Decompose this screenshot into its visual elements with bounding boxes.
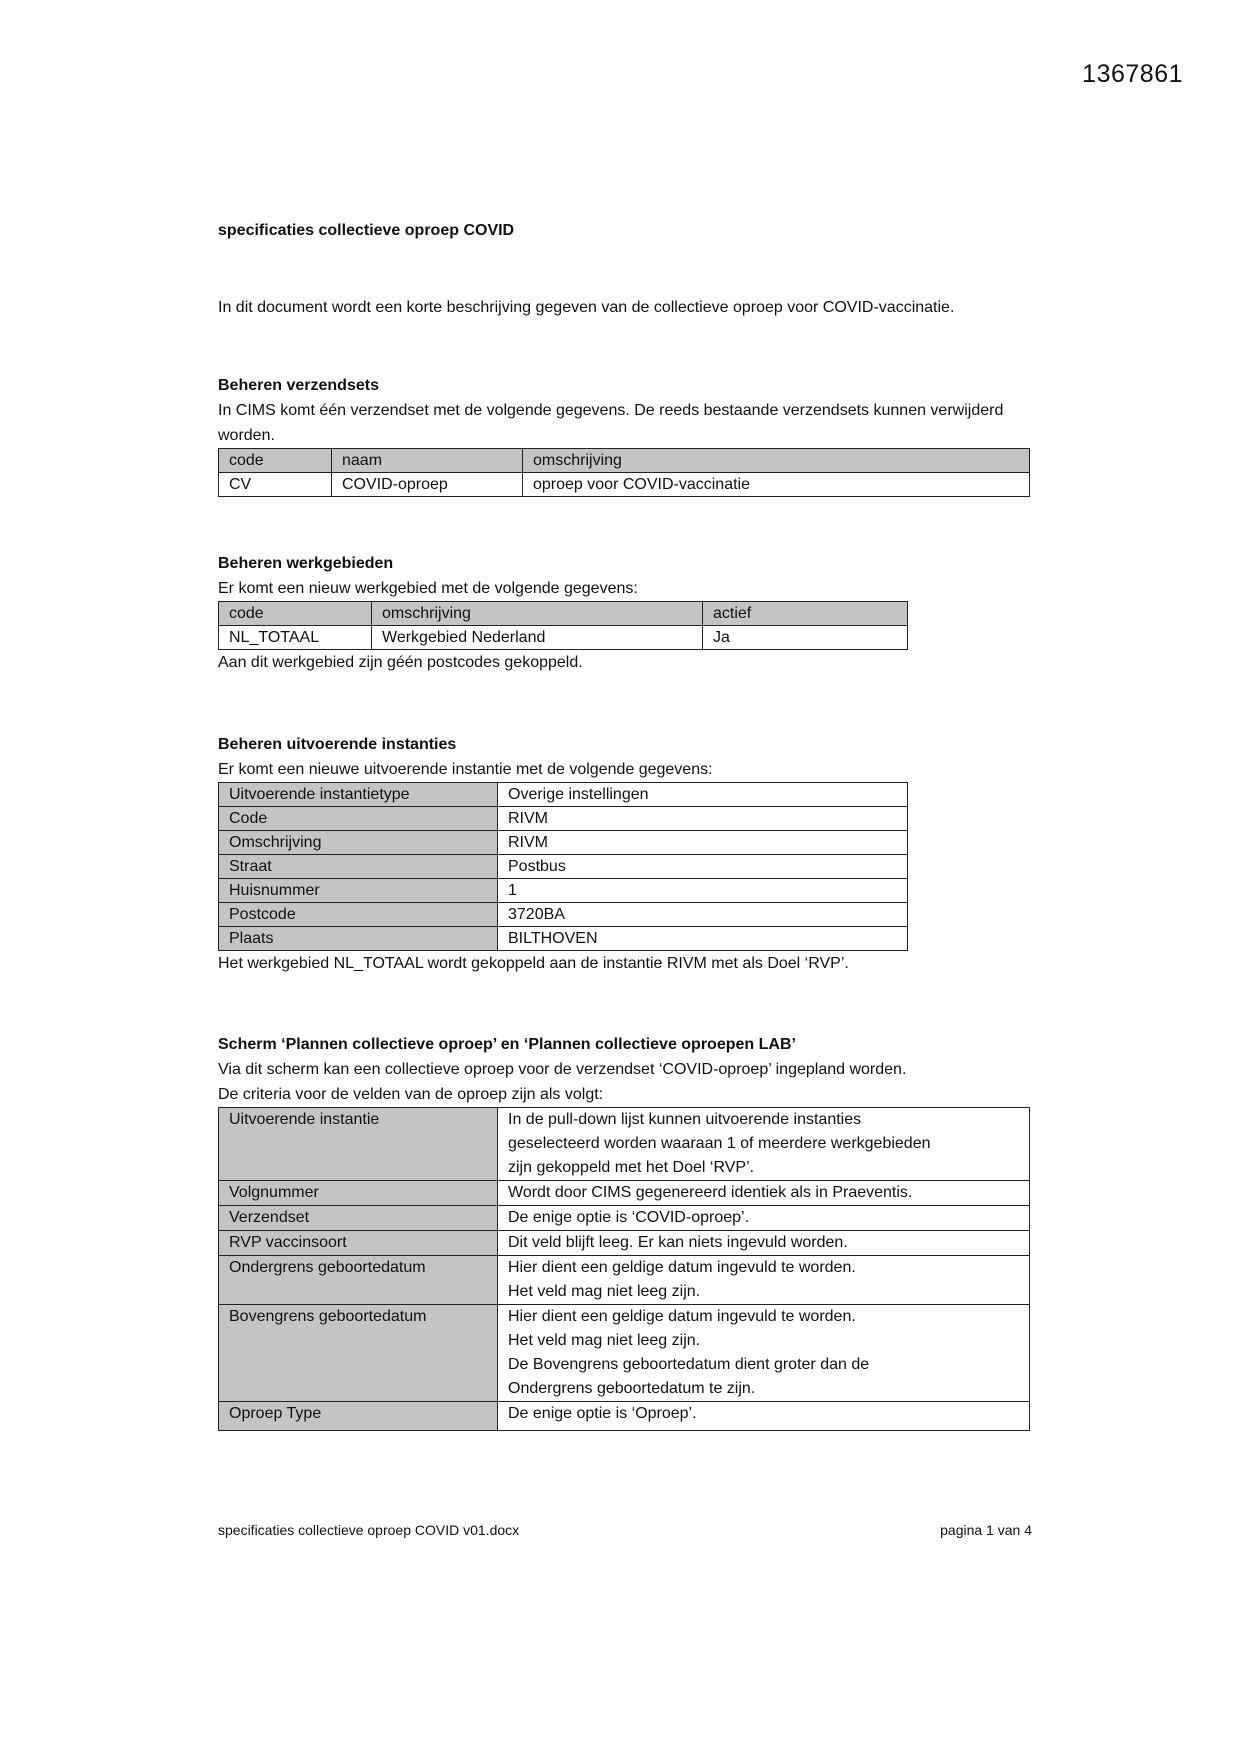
table-row [219, 903, 908, 927]
table-label-cell: Straat [219, 855, 498, 879]
section-text: Via dit scherm kan een collectieve oproep voor de verzendset ‘COVID-oproep’ ingepland worden. [218, 1061, 907, 1078]
table-cell: COVID-oproep [332, 473, 523, 497]
section-werkgebieden [218, 551, 1030, 675]
table-cell [498, 1402, 1030, 1431]
table-row [219, 1256, 1030, 1305]
table-row [219, 831, 908, 855]
table-label-cell: Omschrijving [219, 831, 498, 855]
cell-line: De enige optie is ‘COVID-oproep’. [508, 1209, 750, 1226]
intro-paragraph: In dit document wordt een korte beschrijving gegeven van de collectieve oproep voor COVID-vaccinatie. [218, 299, 955, 316]
table-header: actief [703, 602, 908, 626]
table-label-cell: Bovengrens geboortedatum [219, 1305, 498, 1402]
page-footer [218, 1522, 1032, 1538]
section-heading: Scherm ‘Plannen collectieve oproep’ en ‘Plannen collectieve oproepen LAB’ [218, 1036, 796, 1053]
cell-line: Dit veld blijft leeg. Er kan niets ingevuld worden. [508, 1234, 848, 1251]
cell-line: In de pull-down lijst kunnen uitvoerende instanties [508, 1111, 862, 1128]
table-header-row [219, 602, 908, 626]
section-uitvoerende-instanties [218, 732, 1030, 976]
section-text: Er komt een nieuwe uitvoerende instantie met de volgende gegevens: [218, 761, 713, 778]
cell-line: Hier dient een geldige datum ingevuld te worden. [508, 1308, 856, 1325]
table-label-cell: Huisnummer [219, 879, 498, 903]
table-header: code [219, 449, 332, 473]
table-row [219, 1206, 1030, 1231]
footer-filename: specificaties collectieve oproep COVID v01.docx [218, 1522, 520, 1538]
section-text: Er komt een nieuw werkgebied met de volgende gegevens: [218, 580, 638, 597]
table-row [219, 1231, 1030, 1256]
cell-line: De enige optie is ‘Oproep’. [508, 1405, 697, 1422]
cell-line: Het veld mag niet leeg zijn. [508, 1332, 701, 1349]
cell-line: geselecteerd worden waaraan 1 of meerdere werkgebieden [508, 1135, 931, 1152]
table-cell: Postbus [498, 855, 908, 879]
table-cell: CV [219, 473, 332, 497]
table-row [219, 927, 908, 951]
criteria-table [218, 1107, 1030, 1431]
table-row [219, 1402, 1030, 1431]
table-cell: RIVM [498, 831, 908, 855]
table-cell: 3720BA [498, 903, 908, 927]
table-cell: RIVM [498, 807, 908, 831]
table-header: omschrijving [372, 602, 703, 626]
cell-line: De Bovengrens geboortedatum dient groter dan de [508, 1356, 870, 1373]
section-text: In CIMS komt één verzendset met de volgende gegevens. De reeds bestaande verzendsets kunnen verwijderd worden. [218, 402, 1004, 444]
cell-line: Wordt door CIMS gegenereerd identiek als in Praeventis. [508, 1184, 913, 1201]
table-label-cell: Uitvoerende instantietype [219, 783, 498, 807]
cell-line: Hier dient een geldige datum ingevuld te worden. [508, 1259, 856, 1276]
section-scherm-plannen [218, 1032, 1030, 1431]
table-row [219, 1181, 1030, 1206]
table-label-cell: Volgnummer [219, 1181, 498, 1206]
table-label-cell: Verzendset [219, 1206, 498, 1231]
section-text: De criteria voor de velden van de oproep zijn als volgt: [218, 1086, 604, 1103]
table-cell: Overige instellingen [498, 783, 908, 807]
table-label-cell: Ondergrens geboortedatum [219, 1256, 498, 1305]
table-header: omschrijving [523, 449, 1030, 473]
table-row [219, 1305, 1030, 1402]
table-header: naam [332, 449, 523, 473]
section-heading: Beheren verzendsets [218, 377, 379, 394]
section-verzendsets [218, 373, 1030, 497]
table-row [219, 783, 908, 807]
table-row [219, 473, 1030, 497]
footer-page-number: pagina 1 van 4 [940, 1522, 1032, 1538]
table-header-row [219, 449, 1030, 473]
table-cell [498, 1108, 1030, 1181]
section-note: Aan dit werkgebied zijn géén postcodes gekoppeld. [218, 654, 583, 671]
table-row [219, 1108, 1030, 1181]
table-cell: BILTHOVEN [498, 927, 908, 951]
section-note: Het werkgebied NL_TOTAAL wordt gekoppeld aan de instantie RIVM met als Doel ‘RVP’. [218, 955, 849, 972]
table-row [219, 855, 908, 879]
document-title: specificaties collectieve oproep COVID [218, 222, 515, 239]
table-cell [498, 1256, 1030, 1305]
table-row [219, 879, 908, 903]
table-cell [498, 1181, 1030, 1206]
table-cell: Ja [703, 626, 908, 650]
table-header: code [219, 602, 372, 626]
document-id: 1367861 [1082, 60, 1183, 88]
section-heading: Beheren uitvoerende instanties [218, 736, 457, 753]
instanties-table [218, 782, 908, 951]
table-cell: Werkgebied Nederland [372, 626, 703, 650]
table-label-cell: Plaats [219, 927, 498, 951]
table-cell: NL_TOTAAL [219, 626, 372, 650]
section-heading: Beheren werkgebieden [218, 555, 394, 572]
table-cell [498, 1231, 1030, 1256]
table-row [219, 626, 908, 650]
table-row [219, 807, 908, 831]
cell-line: zijn gekoppeld met het Doel ‘RVP’. [508, 1159, 755, 1176]
table-label-cell: Postcode [219, 903, 498, 927]
table-cell: oproep voor COVID-vaccinatie [523, 473, 1030, 497]
table-cell [498, 1206, 1030, 1231]
table-label-cell: Oproep Type [219, 1402, 498, 1431]
cell-line: Ondergrens geboortedatum te zijn. [508, 1380, 756, 1397]
document-body [218, 218, 1030, 1431]
verzendsets-table [218, 448, 1030, 497]
werkgebieden-table [218, 601, 908, 650]
table-cell [498, 1305, 1030, 1402]
table-label-cell: RVP vaccinsoort [219, 1231, 498, 1256]
table-cell: 1 [498, 879, 908, 903]
cell-line: Het veld mag niet leeg zijn. [508, 1283, 701, 1300]
table-label-cell: Uitvoerende instantie [219, 1108, 498, 1181]
table-label-cell: Code [219, 807, 498, 831]
